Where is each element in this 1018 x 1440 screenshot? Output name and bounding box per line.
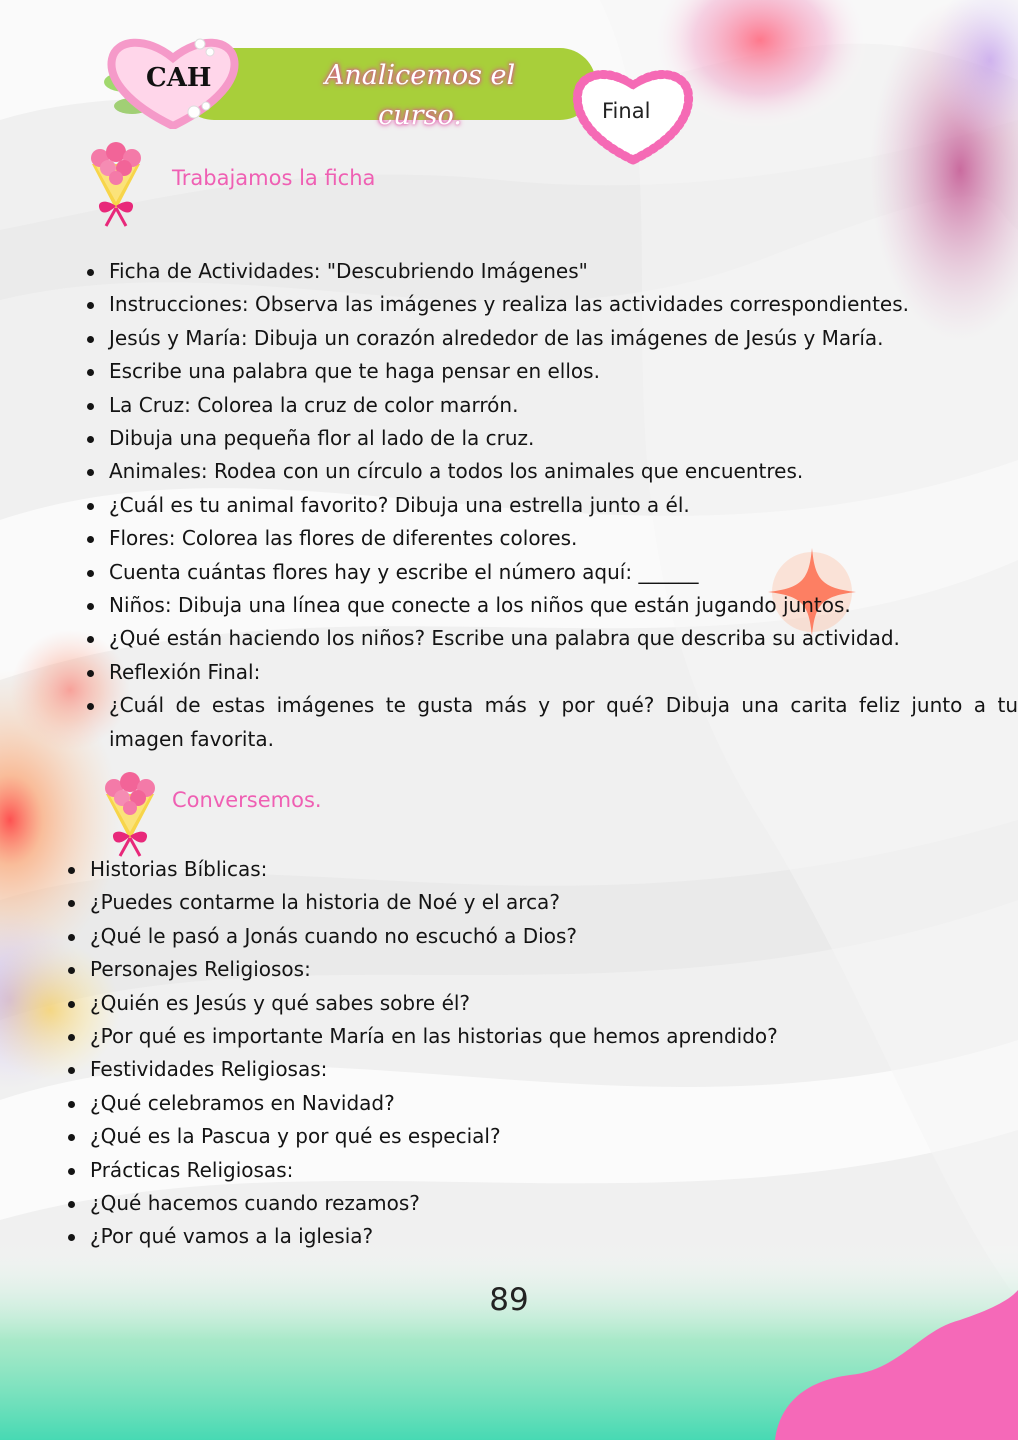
list-item: Festividades Religiosas: xyxy=(90,1053,990,1086)
section-title-conversemos: Conversemos. xyxy=(172,788,322,812)
list-item: Niños: Dibuja una línea que conecte a los niños que están jugando juntos. xyxy=(109,589,1018,622)
list-item: Cuenta cuántas flores hay y escribe el número aquí: ______ xyxy=(109,556,1018,589)
list-item: La Cruz: Colorea la cruz de color marrón. xyxy=(109,389,1018,422)
list-item: Reflexión Final: xyxy=(109,656,1018,689)
list-item: Instrucciones: Observa las imágenes y realiza las actividades correspondientes. xyxy=(109,288,1018,321)
list-item: Prácticas Religiosas: xyxy=(90,1154,990,1187)
list-item: Dibuja una pequeña flor al lado de la cruz. xyxy=(109,422,1018,455)
list-item: ¿Qué están haciendo los niños? Escribe una palabra que describa su actividad. xyxy=(109,622,1018,655)
list-item: Personajes Religiosos: xyxy=(90,953,990,986)
flower-bouquet-icon xyxy=(78,140,154,228)
list-item: ¿Qué le pasó a Jonás cuando no escuchó a Dios? xyxy=(90,920,990,953)
final-badge-label: Final xyxy=(602,99,651,123)
list-item: ¿Qué hacemos cuando rezamos? xyxy=(90,1187,990,1220)
activity-list xyxy=(109,255,1018,756)
page-number: 89 xyxy=(489,1282,529,1318)
logo-text: CAH xyxy=(146,63,212,93)
section-title-ficha: Trabajamos la ficha xyxy=(172,166,376,190)
list-item: ¿Por qué es importante María en las historias que hemos aprendido? xyxy=(90,1020,990,1053)
question-list xyxy=(90,853,990,1254)
list-item: Animales: Rodea con un círculo a todos los animales que encuentres. xyxy=(109,455,1018,488)
list-item: ¿Cuál es tu animal favorito? Dibuja una estrella junto a él. xyxy=(109,489,1018,522)
list-item: Ficha de Actividades: "Descubriendo Imágenes" xyxy=(109,255,1018,288)
flower-bouquet-icon xyxy=(92,770,168,858)
page-title: Analicemos el curso. xyxy=(324,60,516,131)
list-item: ¿Puedes contarme la historia de Noé y el arca? xyxy=(90,886,990,919)
list-item: ¿Qué es la Pascua y por qué es especial? xyxy=(90,1120,990,1153)
list-item: Jesús y María: Dibuja un corazón alrededor de las imágenes de Jesús y María. xyxy=(109,322,1018,355)
list-item: Escribe una palabra que te haga pensar en ellos. xyxy=(109,355,1018,388)
list-item: ¿Cuál de estas imágenes te gusta más y por qué? Dibuja una carita feliz junto a tu imagen favorita. xyxy=(109,689,1018,756)
list-item: Flores: Colorea las flores de diferentes colores. xyxy=(109,522,1018,555)
list-item: ¿Quién es Jesús y qué sabes sobre él? xyxy=(90,987,990,1020)
list-item: ¿Qué celebramos en Navidad? xyxy=(90,1087,990,1120)
list-item: ¿Por qué vamos a la iglesia? xyxy=(90,1220,990,1253)
list-item: Historias Bíblicas: xyxy=(90,853,990,886)
